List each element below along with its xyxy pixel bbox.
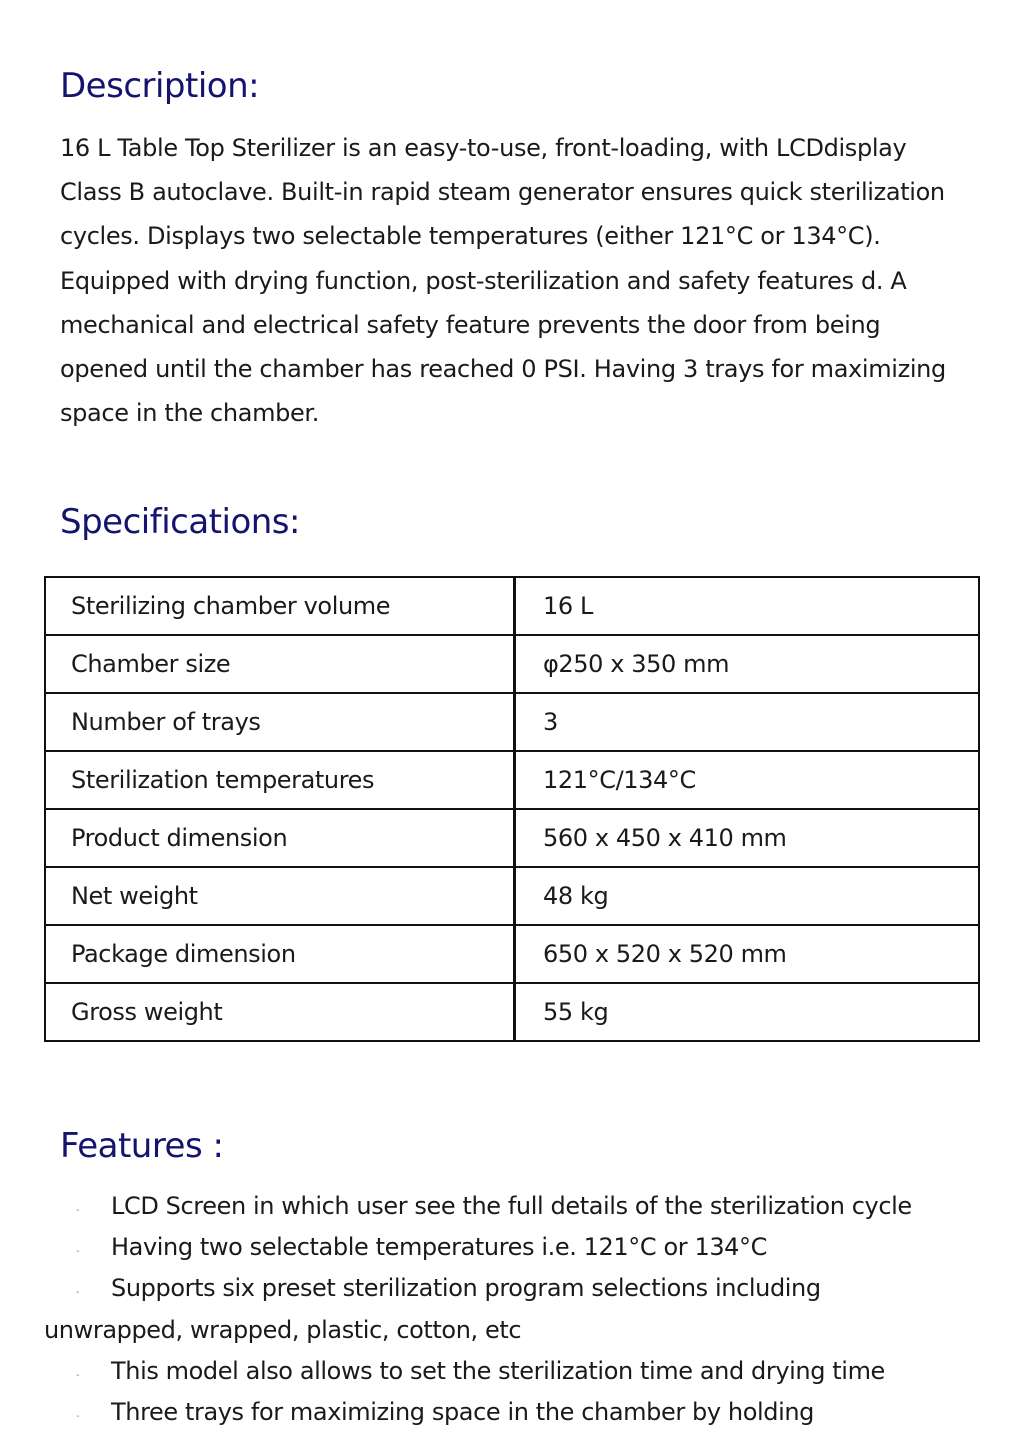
spec-value: 55 kg — [515, 983, 980, 1041]
list-item — [0, 1268, 1024, 1350]
specifications-table — [44, 576, 980, 1042]
spec-value: 48 kg — [515, 867, 980, 925]
spec-label: Chamber size — [45, 635, 515, 693]
spec-value: 121°C/134°C — [515, 751, 980, 809]
table-row — [45, 867, 979, 925]
table-row — [45, 693, 979, 751]
spec-value: φ250 x 350 mm — [515, 635, 980, 693]
table-row — [45, 577, 979, 635]
spec-label: Number of trays — [45, 693, 515, 751]
table-row — [45, 983, 979, 1041]
spec-label: Sterilizing chamber volume — [45, 577, 515, 635]
features-list — [0, 1186, 1024, 1433]
spec-label: Sterilization temperatures — [45, 751, 515, 809]
bullet-dash: - — [76, 1205, 80, 1216]
bullet-dash: - — [76, 1246, 80, 1258]
table-row — [45, 809, 979, 867]
description-text: 16 L Table Top Sterilizer is an easy-to-use, front-loading, with LCDdisplay Class B autoclave. Built-in rapid steam generator ensures quick sterilization cycles. Displays two selectable temperatures (either 121°C or 134°C). Equipped with drying function, post-sterilization and safety features d. A mechanical and electrical safety feature prevents the door from being opened until the chamber has reached 0 PSI. Having 3 trays for maximizing space in the chamber. — [60, 134, 946, 428]
features-heading: Features : — [60, 1126, 224, 1166]
table-row — [45, 925, 979, 983]
spec-value: 16 L — [515, 577, 980, 635]
spec-label: Gross weight — [45, 983, 515, 1041]
list-item — [0, 1392, 1024, 1433]
table-row — [45, 751, 979, 809]
list-item — [0, 1186, 1024, 1227]
feature-text-continuation: unwrapped, wrapped, plastic, cotton, etc — [44, 1315, 522, 1344]
spec-label: Package dimension — [45, 925, 515, 983]
spec-label: Net weight — [45, 867, 515, 925]
feature-text: Supports six preset sterilization program selections including — [111, 1274, 821, 1303]
spec-value: 3 — [515, 693, 980, 751]
spec-value: 560 x 450 x 410 mm — [515, 809, 980, 867]
table-row — [45, 635, 979, 693]
feature-text: LCD Screen in which user see the full details of the sterilization cycle — [111, 1192, 912, 1220]
bullet-dash: - — [76, 1287, 80, 1299]
feature-text: Having two selectable temperatures i.e. 121°C or 134°C — [111, 1233, 768, 1262]
bullet-dash: - — [76, 1411, 80, 1423]
specifications-heading: Specifications: — [60, 502, 300, 542]
bullet-dash: - — [76, 1369, 80, 1381]
feature-text: Three trays for maximizing space in the chamber by holding — [111, 1398, 814, 1427]
list-item — [0, 1351, 1024, 1392]
list-item — [0, 1227, 1024, 1268]
spec-value: 650 x 520 x 520 mm — [515, 925, 980, 983]
description-heading: Description: — [60, 66, 260, 106]
feature-text: This model also allows to set the sterilization time and drying time — [111, 1356, 885, 1385]
spec-label: Product dimension — [45, 809, 515, 867]
